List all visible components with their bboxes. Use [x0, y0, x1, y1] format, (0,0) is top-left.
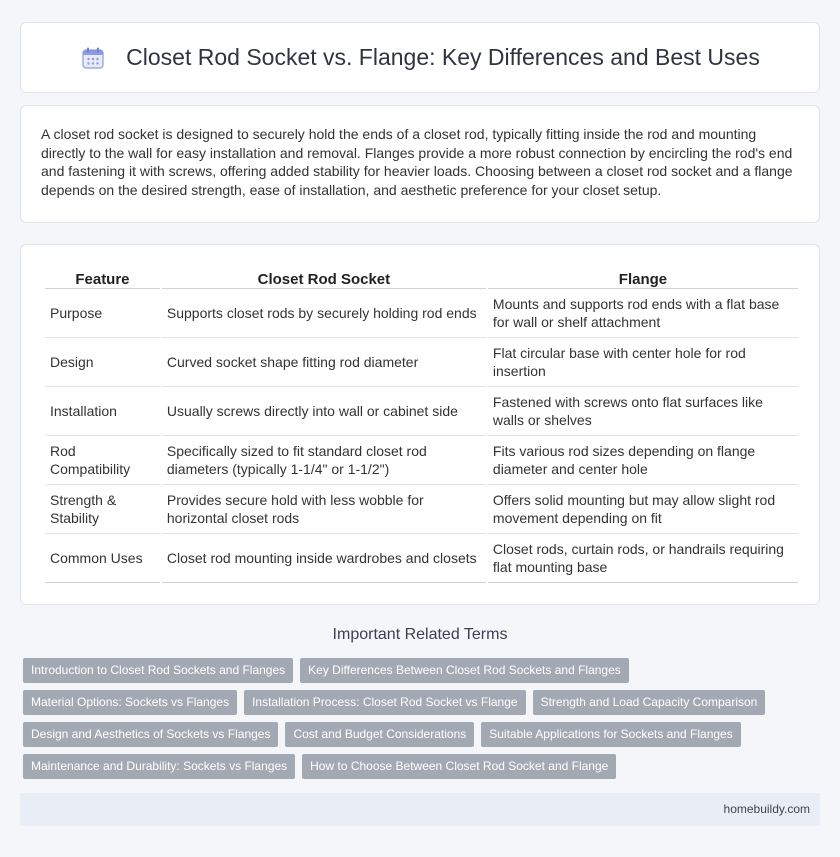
related-term-tag[interactable]: Cost and Budget Considerations	[285, 722, 474, 747]
tag-row	[23, 690, 823, 715]
footer-site-link[interactable]: homebuildy.com	[723, 802, 810, 816]
related-terms-tags	[23, 658, 823, 786]
table-cell-socket: Provides secure hold with less wobble for horizontal closet rods	[162, 485, 486, 534]
table-header-row	[45, 265, 798, 289]
table-cell-socket: Usually screws directly into wall or cabinet side	[162, 387, 486, 436]
table-cell-feature: Installation	[45, 387, 160, 436]
table-cell-socket: Curved socket shape fitting rod diameter	[162, 338, 486, 387]
table-cell-socket: Closet rod mounting inside wardrobes and closets	[162, 534, 486, 583]
related-term-tag[interactable]: Suitable Applications for Sockets and Flanges	[481, 722, 740, 747]
table-row	[45, 387, 798, 436]
table-cell-flange: Closet rods, curtain rods, or handrails requiring flat mounting base	[488, 534, 798, 583]
table-cell-flange: Mounts and supports rod ends with a flat base for wall or shelf attachment	[488, 289, 798, 338]
related-terms-heading: Important Related Terms	[332, 626, 508, 643]
table-cell-feature: Design	[45, 338, 160, 387]
table-cell-flange: Fits various rod sizes depending on flange diameter and center hole	[488, 436, 798, 485]
table-cell-feature: Rod Compatibility	[45, 436, 160, 485]
tag-row	[23, 658, 823, 683]
related-term-tag[interactable]: Material Options: Sockets vs Flanges	[23, 690, 237, 715]
comparison-table	[43, 265, 800, 583]
header-feature: Feature	[45, 265, 160, 289]
header-flange: Flange	[488, 265, 798, 289]
table-cell-feature: Purpose	[45, 289, 160, 338]
related-term-tag[interactable]: Maintenance and Durability: Sockets vs Flanges	[23, 754, 295, 779]
table-cell-socket: Supports closet rods by securely holding rod ends	[162, 289, 486, 338]
table-cell-flange: Fastened with screws onto flat surfaces like walls or shelves	[488, 387, 798, 436]
table-row	[45, 289, 798, 338]
related-term-tag[interactable]: Key Differences Between Closet Rod Sockets and Flanges	[300, 658, 629, 683]
table-cell-flange: Flat circular base with center hole for rod insertion	[488, 338, 798, 387]
intro-card	[20, 105, 820, 223]
table-row	[45, 485, 798, 534]
table-cell-feature: Common Uses	[45, 534, 160, 583]
related-term-tag[interactable]: Introduction to Closet Rod Sockets and Flanges	[23, 658, 293, 683]
calendar-icon	[80, 45, 106, 71]
intro-paragraph: A closet rod socket is designed to securely hold the ends of a closet rod, typically fitting inside the rod and mounting directly to the wall for easy installation and removal. Flanges provide a more robust connection by encircling the rod's end and fastening it with screws, offering added stability for heavier loads. Choosing between a closet rod socket and a flange depends on the desired strength, ease of installation, and aesthetic preference for your closet setup.	[41, 126, 793, 198]
title-card	[20, 22, 820, 93]
table-row	[45, 338, 798, 387]
table-row	[45, 436, 798, 485]
header-closet-rod-socket: Closet Rod Socket	[162, 265, 486, 289]
footer	[20, 793, 820, 826]
table-row	[45, 534, 798, 583]
comparison-table-card	[20, 244, 820, 605]
table-cell-socket: Specifically sized to fit standard closet rod diameters (typically 1-1/4" or 1-1/2")	[162, 436, 486, 485]
tag-row	[23, 754, 823, 779]
tag-row	[23, 722, 823, 747]
page-title: Closet Rod Socket vs. Flange: Key Differences and Best Uses	[126, 44, 760, 70]
related-term-tag[interactable]: Design and Aesthetics of Sockets vs Flanges	[23, 722, 278, 747]
related-term-tag[interactable]: How to Choose Between Closet Rod Socket and Flange	[302, 754, 616, 779]
related-term-tag[interactable]: Installation Process: Closet Rod Socket vs Flange	[244, 690, 525, 715]
table-cell-flange: Offers solid mounting but may allow slight rod movement depending on fit	[488, 485, 798, 534]
table-cell-feature: Strength & Stability	[45, 485, 160, 534]
related-term-tag[interactable]: Strength and Load Capacity Comparison	[533, 690, 766, 715]
